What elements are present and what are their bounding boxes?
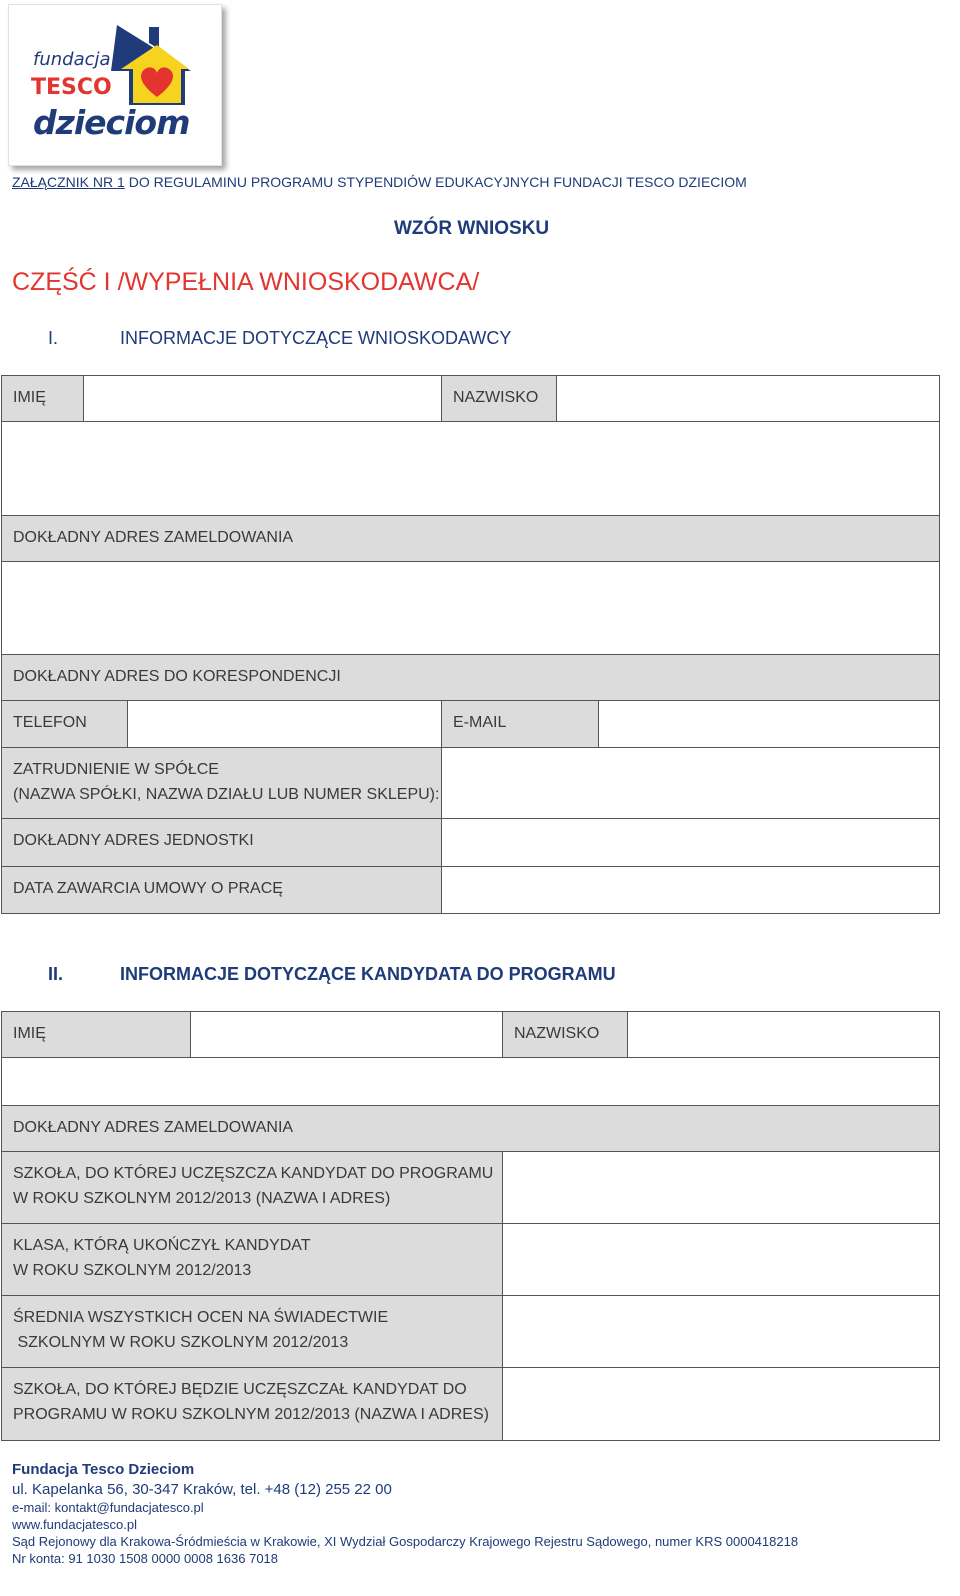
- footer-bank-account: Nr konta: 91 1030 1508 0000 0008 1636 7018: [12, 1551, 279, 1566]
- applicant-phone-label: TELEFON: [1, 700, 128, 748]
- grade-average-label-line1: ŚREDNIA WSZYSTKICH OCEN NA ŚWIADECTWIE: [13, 1309, 389, 1326]
- section-2-title: INFORMACJE DOTYCZĄCE KANDYDATA DO PROGRAMU: [120, 964, 616, 984]
- employment-label: [1, 747, 442, 819]
- section-1-heading: [48, 328, 648, 352]
- current-school-label: [1, 1151, 503, 1224]
- template-title: WZÓR WNIOSKU: [394, 218, 550, 239]
- grade-average-field[interactable]: [502, 1295, 940, 1368]
- candidate-registered-address-label: DOKŁADNY ADRES ZAMELDOWANIA: [1, 1105, 940, 1152]
- employment-label-line1: ZATRUDNIENIE W SPÓŁCE: [13, 761, 219, 778]
- class-completed-field[interactable]: [502, 1223, 940, 1296]
- next-school-field[interactable]: [502, 1367, 940, 1441]
- footer-org-name: Fundacja Tesco Dzieciom: [12, 1461, 195, 1478]
- employment-field[interactable]: [441, 747, 940, 819]
- applicant-first-name-label: IMIĘ: [1, 375, 84, 422]
- class-completed-label: [1, 1223, 503, 1296]
- footer-website: www.fundacjatesco.pl: [12, 1517, 138, 1532]
- contract-date-field[interactable]: [441, 866, 940, 914]
- next-school-label: [1, 1367, 503, 1441]
- grade-average-label-line2: SZKOLNYM W ROKU SZKOLNYM 2012/2013: [13, 1334, 349, 1351]
- applicant-email-label: E-MAIL: [441, 700, 599, 748]
- applicant-correspondence-address-label: DOKŁADNY ADRES DO KORESPONDENCJI: [1, 654, 940, 701]
- footer-court-registration: Sąd Rejonowy dla Krakowa-Śródmieścia w Krakowie, XI Wydział Gospodarczy Krajowego Rejestru Sądowego, numer KRS 0000418218: [12, 1534, 799, 1549]
- applicant-first-name-field[interactable]: [83, 375, 442, 422]
- logo-word-fundacja: fundacja: [33, 49, 111, 70]
- fundacja-tesco-dzieciom-logo: [8, 4, 222, 166]
- candidate-last-name-field[interactable]: [627, 1011, 940, 1058]
- section-2-number: II.: [48, 964, 64, 984]
- applicant-phone-field[interactable]: [127, 700, 442, 748]
- candidate-first-name-field[interactable]: [190, 1011, 503, 1058]
- contract-date-label: DATA ZAWARCIA UMOWY O PRACĘ: [1, 866, 442, 914]
- current-school-field[interactable]: [502, 1151, 940, 1224]
- grade-average-label: [1, 1295, 503, 1368]
- section-2-heading: [48, 964, 748, 988]
- class-completed-label-line2: W ROKU SZKOLNYM 2012/2013: [13, 1262, 252, 1279]
- attachment-header: [12, 174, 747, 190]
- logo-word-dzieciom: dzieciom: [33, 103, 190, 142]
- footer: [12, 1460, 952, 1567]
- applicant-correspondence-address-field[interactable]: [1, 561, 940, 655]
- candidate-last-name-label: NAZWISKO: [502, 1011, 628, 1058]
- next-school-label-line1: SZKOŁA, DO KTÓREJ BĘDZIE UCZĘSZCZAŁ KANDYDAT DO: [13, 1381, 467, 1398]
- applicant-registered-address-field[interactable]: [1, 421, 940, 516]
- candidate-first-name-label: IMIĘ: [1, 1011, 191, 1058]
- applicant-registered-address-label: DOKŁADNY ADRES ZAMELDOWANIA: [1, 515, 940, 562]
- class-completed-label-line1: KLASA, KTÓRĄ UKOŃCZYŁ KANDYDAT: [13, 1237, 311, 1254]
- next-school-label-line2: PROGRAMU W ROKU SZKOLNYM 2012/2013 (NAZWA I ADRES): [13, 1406, 489, 1423]
- unit-address-field[interactable]: [441, 818, 940, 867]
- applicant-last-name-label: NAZWISKO: [441, 375, 557, 422]
- applicant-email-field[interactable]: [598, 700, 940, 748]
- candidate-registered-address-field[interactable]: [1, 1057, 940, 1106]
- attachment-number: ZAŁĄCZNIK NR 1: [12, 174, 125, 190]
- footer-address: ul. Kapelanka 56, 30-347 Kraków, tel. +48 (12) 255 22 00: [12, 1481, 392, 1498]
- unit-address-label: DOKŁADNY ADRES JEDNOSTKI: [1, 818, 442, 867]
- section-1-title: INFORMACJE DOTYCZĄCE WNIOSKODAWCY: [120, 328, 512, 348]
- part-title: CZĘŚĆ I /WYPEŁNIA WNIOSKODAWCA/: [12, 268, 480, 296]
- employment-label-line2: (NAZWA SPÓŁKI, NAZWA DZIAŁU LUB NUMER SKLEPU):: [13, 786, 440, 803]
- logo-word-tesco: TESCO: [31, 75, 112, 100]
- section-1-number: I.: [48, 328, 59, 348]
- current-school-label-line2: W ROKU SZKOLNYM 2012/2013 (NAZWA I ADRES): [13, 1190, 391, 1207]
- current-school-label-line1: SZKOŁA, DO KTÓREJ UCZĘSZCZA KANDYDAT DO PROGRAMU: [13, 1165, 494, 1182]
- footer-email: e-mail: kontakt@fundacjatesco.pl: [12, 1500, 204, 1515]
- attachment-description: DO REGULAMINU PROGRAMU STYPENDIÓW EDUKACYJNYCH FUNDACJI TESCO DZIECIOM: [124, 174, 747, 190]
- applicant-last-name-field[interactable]: [556, 375, 940, 422]
